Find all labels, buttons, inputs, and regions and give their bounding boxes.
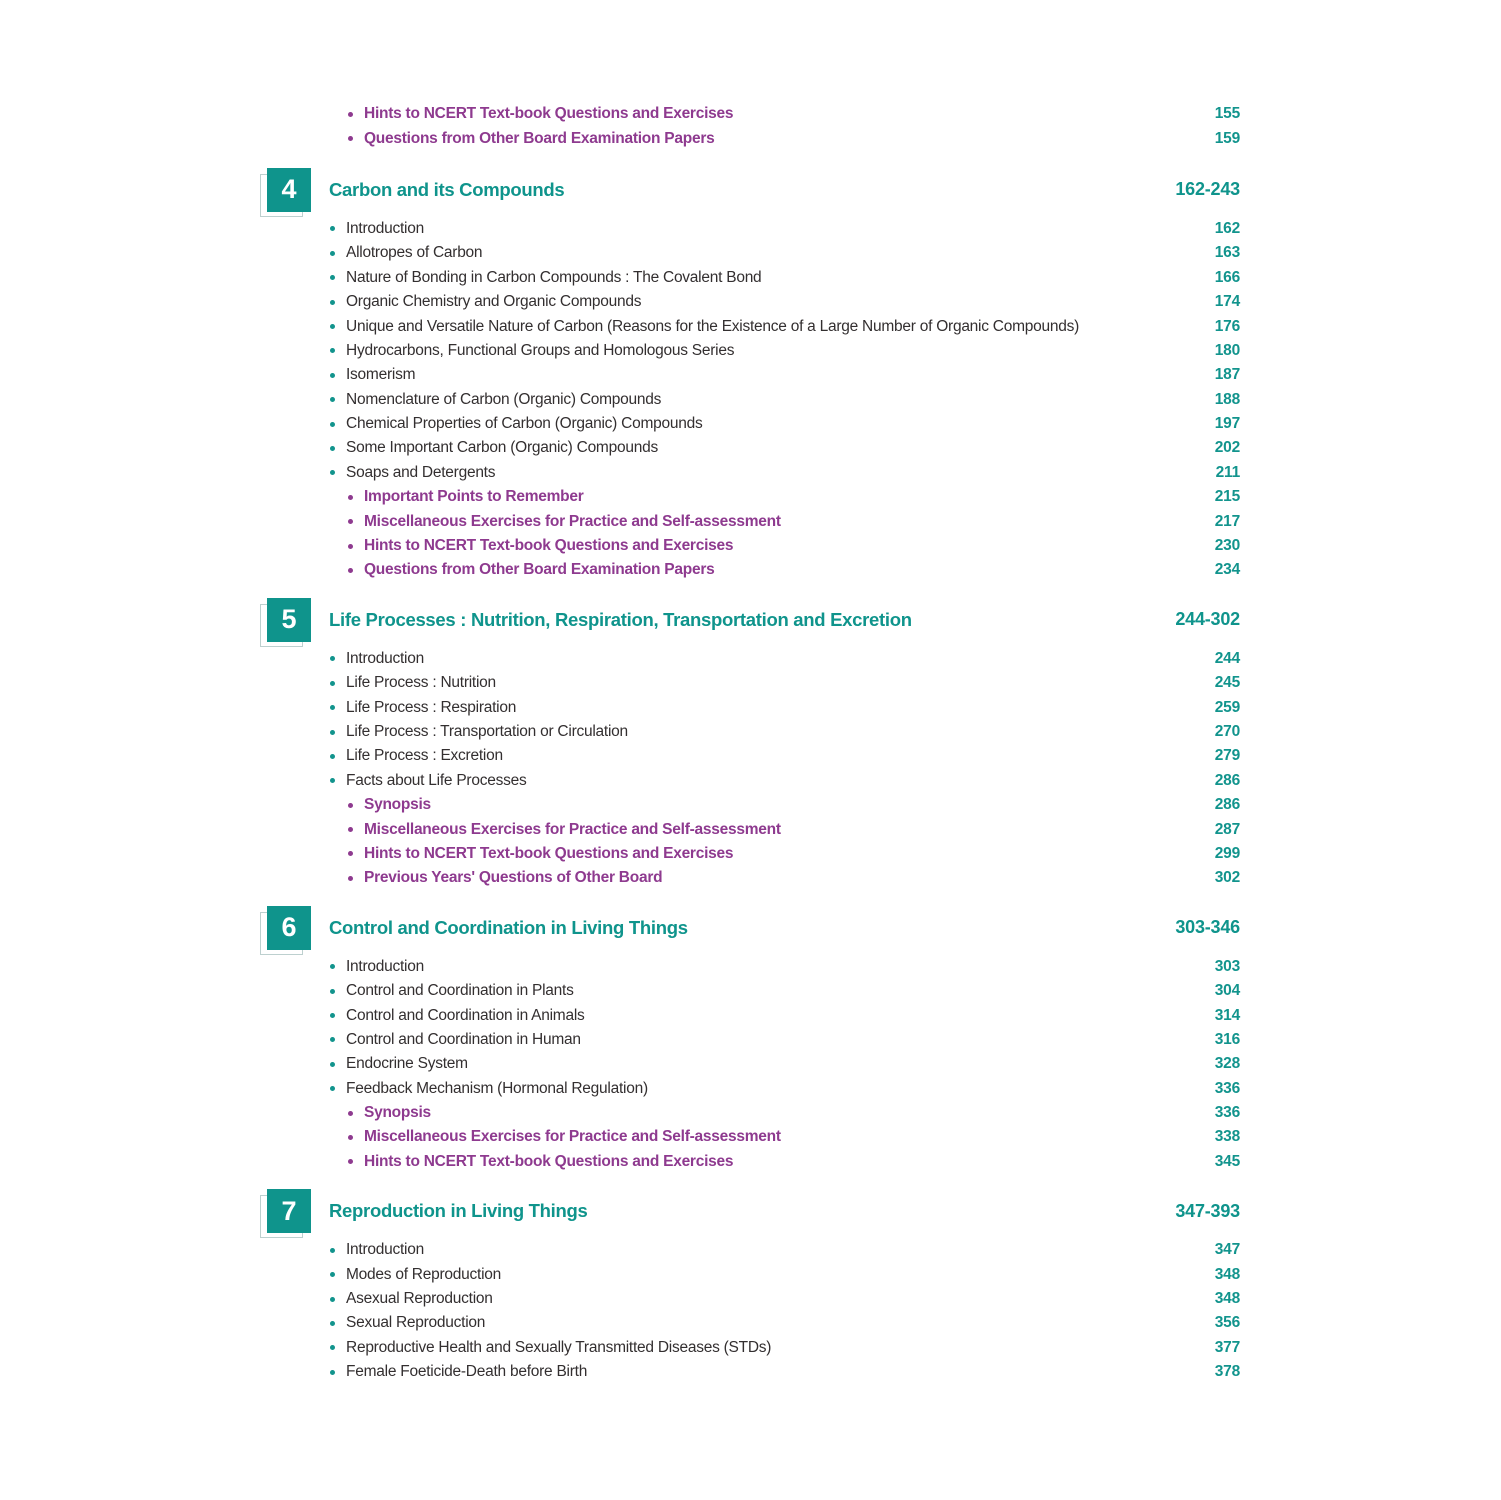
- toc-item: [0, 1003, 1501, 1027]
- toc-item-label: Questions from Other Board Examination Papers: [364, 561, 715, 579]
- bullet-icon: [330, 1321, 335, 1326]
- chapter-header: [0, 168, 1501, 212]
- bullet-icon: [330, 989, 335, 994]
- toc-item-page: 166: [1214, 268, 1240, 286]
- chapter-number-badge: [267, 906, 311, 950]
- bullet-icon: [330, 251, 335, 256]
- toc-item-page: 378: [1214, 1363, 1240, 1381]
- toc-item-label: Life Process : Excretion: [346, 747, 503, 765]
- chapter-page-range: 347-393: [1175, 1200, 1240, 1221]
- toc-item-label: Miscellaneous Exercises for Practice and Self-assessment: [364, 512, 781, 530]
- toc-item: [0, 979, 1501, 1003]
- toc-item: [0, 1150, 1501, 1174]
- toc-item: [0, 842, 1501, 866]
- bullet-icon: [330, 754, 335, 759]
- chapter-page-range: 244-302: [1175, 609, 1240, 630]
- chapter-number: 6: [267, 906, 311, 950]
- toc-item-page: 187: [1214, 366, 1240, 384]
- toc-item: [0, 793, 1501, 817]
- toc-item-label: Miscellaneous Exercises for Practice and Self-assessment: [364, 820, 781, 838]
- bullet-icon: [348, 851, 353, 856]
- toc-item: [0, 388, 1501, 412]
- toc-item: [0, 241, 1501, 265]
- bullet-icon: [330, 1345, 335, 1350]
- bullet-icon: [348, 495, 353, 500]
- toc-item-page: 287: [1214, 820, 1240, 838]
- toc-item-label: Previous Years' Questions of Other Board: [364, 869, 663, 887]
- chapter-items: [0, 955, 1501, 1175]
- toc-item: [0, 744, 1501, 768]
- toc-item-page: 314: [1214, 1006, 1240, 1024]
- toc-item: [0, 1336, 1501, 1360]
- toc-item-label: Endocrine System: [346, 1055, 468, 1073]
- bullet-icon: [330, 1370, 335, 1375]
- toc-item: [0, 1052, 1501, 1076]
- toc-item-page: 279: [1214, 747, 1240, 765]
- bullet-icon: [330, 964, 335, 969]
- bullet-icon: [330, 778, 335, 783]
- toc-item-page: 348: [1214, 1290, 1240, 1308]
- bullet-icon: [330, 1272, 335, 1277]
- toc-item-label: Hints to NCERT Text-book Questions and Exercises: [364, 105, 734, 123]
- bullet-icon: [330, 470, 335, 475]
- toc-item-page: 286: [1214, 771, 1240, 789]
- toc-item: [0, 817, 1501, 841]
- chapter-number-badge: [267, 598, 311, 642]
- toc-item-label: Hints to NCERT Text-book Questions and Exercises: [364, 844, 734, 862]
- toc-item-label: Synopsis: [364, 1104, 431, 1122]
- chapter-number: 4: [267, 168, 311, 212]
- toc-item-page: 259: [1214, 698, 1240, 716]
- toc-item-label: Feedback Mechanism (Hormonal Regulation): [346, 1079, 648, 1097]
- bullet-icon: [330, 1062, 335, 1067]
- toc-item-label: Modes of Reproduction: [346, 1265, 502, 1283]
- toc-item-page: 270: [1214, 723, 1240, 740]
- toc-item-label: Soaps and Detergents: [346, 463, 496, 481]
- toc-item-label: Life Process : Nutrition: [346, 674, 496, 692]
- bullet-icon: [330, 226, 335, 231]
- toc-item-page: 202: [1214, 439, 1240, 457]
- bullet-icon: [330, 1086, 335, 1091]
- bullet-icon: [330, 705, 335, 710]
- toc-item: [0, 695, 1501, 719]
- toc-item: [0, 436, 1501, 460]
- toc-item-label: Sexual Reproduction: [346, 1314, 486, 1332]
- toc-item-page: 328: [1214, 1055, 1240, 1073]
- toc-item-page: 159: [1214, 129, 1240, 147]
- bullet-icon: [348, 803, 353, 808]
- toc-item-page: 211: [1215, 463, 1240, 481]
- toc-item-page: 215: [1214, 488, 1240, 506]
- toc-item-page: 302: [1214, 869, 1240, 887]
- toc-item-page: 245: [1214, 674, 1240, 692]
- toc-item-page: 348: [1214, 1265, 1240, 1283]
- toc-item: [0, 1287, 1501, 1311]
- toc-item-label: Life Process : Transportation or Circulation: [346, 723, 628, 740]
- toc-item-label: Control and Coordination in Plants: [346, 982, 574, 1000]
- toc-item: [0, 217, 1501, 241]
- toc-item-page: 345: [1214, 1152, 1240, 1170]
- toc-item-page: 347: [1214, 1241, 1240, 1259]
- toc-item-label: Introduction: [346, 219, 424, 237]
- toc-item: [0, 509, 1501, 533]
- chapter-page-range: 303-346: [1175, 917, 1240, 938]
- toc-item: [0, 866, 1501, 890]
- chapter-title: Carbon and its Compounds: [329, 178, 565, 200]
- bullet-icon: [348, 568, 353, 573]
- chapter-number: 5: [267, 598, 311, 642]
- toc-item-label: Organic Chemistry and Organic Compounds: [346, 293, 642, 311]
- bullet-icon: [348, 1159, 353, 1164]
- toc-item: [0, 363, 1501, 387]
- toc-item-label: Introduction: [346, 957, 424, 975]
- bullet-icon: [330, 1248, 335, 1253]
- toc-item-label: Facts about Life Processes: [346, 771, 527, 789]
- toc-item-label: Hints to NCERT Text-book Questions and Exercises: [364, 1152, 734, 1170]
- chapter-items: [0, 217, 1501, 583]
- toc-item-label: Unique and Versatile Nature of Carbon (Reasons for the Existence of a Large Number of Organic Compounds): [346, 317, 1080, 335]
- bullet-icon: [330, 1297, 335, 1302]
- chapter-header: [0, 598, 1501, 642]
- toc-item-label: Life Process : Respiration: [346, 698, 517, 716]
- toc-item: [0, 558, 1501, 582]
- toc-item: [0, 1262, 1501, 1286]
- toc-item-label: Isomerism: [346, 366, 416, 384]
- toc-item-label: Introduction: [346, 649, 424, 667]
- chapter-number-badge: [267, 168, 311, 212]
- toc-item-page: 286: [1214, 796, 1240, 814]
- chapter-number-badge: [267, 1189, 311, 1233]
- toc-item: [0, 485, 1501, 509]
- toc-item-label: Control and Coordination in Animals: [346, 1006, 585, 1024]
- toc-item-page: 299: [1214, 844, 1240, 862]
- toc-item-page: 304: [1214, 982, 1240, 1000]
- toc-item-page: 197: [1214, 415, 1240, 433]
- bullet-icon: [348, 827, 353, 832]
- toc-item-page: 174: [1214, 293, 1240, 311]
- chapter-items: [0, 647, 1501, 891]
- toc-item-page: 234: [1214, 561, 1240, 579]
- toc-item: [0, 1360, 1501, 1384]
- toc-item: [0, 126, 1501, 150]
- chapter-title: Life Processes : Nutrition, Respiration, Transportation and Excretion: [329, 608, 912, 630]
- toc-item-label: Hints to NCERT Text-book Questions and Exercises: [364, 537, 734, 555]
- toc-item: [0, 266, 1501, 290]
- bullet-icon: [348, 136, 353, 141]
- bullet-icon: [348, 876, 353, 881]
- toc-item-page: 163: [1214, 244, 1240, 262]
- bullet-icon: [330, 373, 335, 378]
- bullet-icon: [330, 422, 335, 427]
- chapter-header: [0, 906, 1501, 950]
- bullet-icon: [330, 1037, 335, 1042]
- toc-item-page: 244: [1214, 649, 1240, 667]
- bullet-icon: [330, 300, 335, 305]
- chapter-section: [0, 598, 1501, 891]
- bullet-icon: [330, 446, 335, 451]
- bullet-icon: [330, 730, 335, 735]
- toc-item-page: 316: [1214, 1030, 1240, 1048]
- toc-item-label: Female Foeticide-Death before Birth: [346, 1363, 588, 1381]
- toc-item: [0, 412, 1501, 436]
- toc-item: [0, 1125, 1501, 1149]
- leading-items: [0, 102, 1501, 151]
- toc-item-page: 338: [1214, 1128, 1240, 1146]
- toc-item-page: 230: [1214, 537, 1240, 555]
- toc-item: [0, 769, 1501, 793]
- toc-item-page: 176: [1214, 317, 1240, 335]
- toc-item: [0, 1077, 1501, 1101]
- toc-item-label: Asexual Reproduction: [346, 1290, 493, 1308]
- chapter-title: Control and Coordination in Living Things: [329, 916, 688, 938]
- toc-item-label: Chemical Properties of Carbon (Organic) Compounds: [346, 415, 703, 433]
- chapter-title: Reproduction in Living Things: [329, 1200, 588, 1222]
- toc-item-page: 217: [1214, 512, 1240, 530]
- toc-item-page: 356: [1214, 1314, 1240, 1332]
- toc-item: [0, 339, 1501, 363]
- chapter-section: [0, 168, 1501, 583]
- toc-item-label: Synopsis: [364, 796, 431, 814]
- toc-item: [0, 1311, 1501, 1335]
- bullet-icon: [348, 519, 353, 524]
- toc-item-page: 377: [1214, 1338, 1240, 1356]
- toc-item: [0, 290, 1501, 314]
- toc-item: [0, 461, 1501, 485]
- toc-item-page: 162: [1214, 219, 1240, 237]
- chapter-section: [0, 906, 1501, 1175]
- toc-item: [0, 955, 1501, 979]
- toc-item-page: 155: [1214, 105, 1240, 123]
- bullet-icon: [330, 397, 335, 402]
- toc-item-page: 180: [1214, 341, 1240, 359]
- bullet-icon: [348, 112, 353, 117]
- toc-item: [0, 534, 1501, 558]
- toc-item: [0, 1101, 1501, 1125]
- toc-item: [0, 720, 1501, 744]
- bullet-icon: [330, 348, 335, 353]
- toc-item: [0, 647, 1501, 671]
- toc-item-page: 336: [1214, 1104, 1240, 1122]
- toc-item-page: 336: [1214, 1079, 1240, 1097]
- bullet-icon: [348, 1135, 353, 1140]
- chapter-page-range: 162-243: [1175, 179, 1240, 200]
- bullet-icon: [330, 275, 335, 280]
- toc-item-label: Questions from Other Board Examination Papers: [364, 129, 715, 147]
- toc-item-page: 188: [1214, 390, 1240, 408]
- toc-item-label: Control and Coordination in Human: [346, 1030, 581, 1048]
- toc-item-label: Nature of Bonding in Carbon Compounds : The Covalent Bond: [346, 268, 762, 286]
- bullet-icon: [348, 1111, 353, 1116]
- toc-item: [0, 671, 1501, 695]
- toc-item: [0, 314, 1501, 338]
- chapter-number: 7: [267, 1189, 311, 1233]
- toc-item-label: Introduction: [346, 1241, 424, 1259]
- chapter-section: [0, 1189, 1501, 1384]
- toc-item-page: 303: [1214, 957, 1240, 975]
- toc-item-label: Important Points to Remember: [364, 488, 584, 506]
- bullet-icon: [330, 1013, 335, 1018]
- toc-item-label: Allotropes of Carbon: [346, 244, 483, 262]
- bullet-icon: [330, 681, 335, 686]
- chapter-header: [0, 1189, 1501, 1233]
- bullet-icon: [330, 656, 335, 661]
- toc-item: [0, 102, 1501, 126]
- bullet-icon: [330, 324, 335, 329]
- chapter-items: [0, 1238, 1501, 1384]
- toc-item: [0, 1238, 1501, 1262]
- toc-item: [0, 1028, 1501, 1052]
- toc-item-label: Some Important Carbon (Organic) Compounds: [346, 439, 658, 457]
- bullet-icon: [348, 544, 353, 549]
- toc-item-label: Nomenclature of Carbon (Organic) Compounds: [346, 390, 662, 408]
- toc-item-label: Hydrocarbons, Functional Groups and Homologous Series: [346, 341, 735, 359]
- toc-item-label: Miscellaneous Exercises for Practice and Self-assessment: [364, 1128, 781, 1146]
- toc-item-label: Reproductive Health and Sexually Transmitted Diseases (STDs): [346, 1338, 772, 1356]
